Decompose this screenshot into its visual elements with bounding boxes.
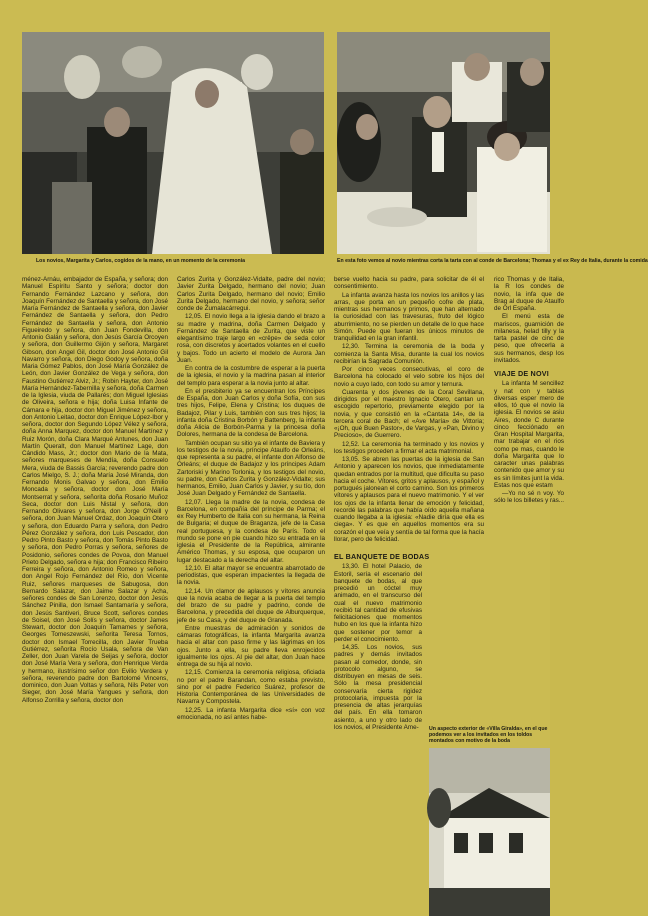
column-3-paragraphs xyxy=(334,276,484,543)
paragraph: El menú esta de mariscos, guarnición de milanesa, helad tilly y la tarta pastel de cinc de peso, que ofrecerla a sus hermanos, desp los invitados. xyxy=(494,313,564,364)
paragraph: 12,25. La infanta Margarita dice «sí» con voz emocionada, no así antes habe- xyxy=(177,706,325,721)
photo-banquet-image xyxy=(337,32,550,254)
paragraph: 12,30. Termina la ceremonia de la boda y comienza la Santa Misa, durante la cual los novios recibirían la Sagrada Comunión. xyxy=(334,343,484,365)
paragraph: —Yo no sé n voy. Yo sólo le los billetes y ras... xyxy=(494,490,564,505)
paragraph: 14,35. Los novios, sus padres y demás invitados pasan al comedor, donde, sin protocolo alguno, se distribuyen en mesas de seis. Sólo la mesa presidencial conservaría cierta rigidez protocolaria, impuesta por la presencia de altas jerarquías del país. En ella tomaron asiento, a uno y otro lado de los novios, el Presidente Ame- xyxy=(334,644,422,731)
photo-villa-exterior xyxy=(429,748,550,916)
paragraph: También ocupan su sitio ya el infante de Baviera y los testigos de la novia, príncipe Ataulfo de Orleáns, que representa a su padre, el infante don Alfonso de Orleáns; el duque de Badajoz y los príncipes Adam Zartoriski y Marino Torlonia, y los testigos del novio, su padre, don Carlos Zurita y González-Vidalte; sus hermanos, Emilio, Juan Carlos y Javier, y su tío, don José Juan Delgado y Fernández de Santaella. xyxy=(177,439,326,498)
photo-banquet xyxy=(337,32,550,254)
paragraph: En contra de la costumbre de esperar a la puerta de la iglesia, el novio y la madrina pasan al interior del templo para esperar a la novia junto al altar. xyxy=(177,365,325,387)
paragraph: La infanta M sencillez y nat con y tablas diversas esper mero de ellos, tó que el novio la iglesia. El novios se asiu Aires, donde C durante cinco fecciónado en Gran Hospital Margarita, mar trabajar en el rios como pe mas, cuando le doña Margarita que lo caracter unas palabras contenido que amor y su es sin límites junt la vida. Estas nos que estam xyxy=(494,380,564,489)
paragraph: 12,07. Llega la madre de la novia, condesa de Barcelona, en compañía del príncipe de Parma; el ex Rey Humberto de Italia con su hermana, la Reina de Bulgaria; el duque de Braganza, jefe de la Casa real portuguesa, y la condesa de París. Todo el mundo se pone en pie cuando hizo su entrada en la iglesia el Presidente de la República, almirante Américo Thomas, y su esposa, que ocuparon un lugar destacado a la derecha del altar. xyxy=(177,498,325,564)
text-column-2 xyxy=(177,276,325,896)
guest-list-paragraph: ménez-Arnáu, embajador de España, y señora; don Manuel Espíritu Santo y señora; doctor don Fernando Fernández Lazcano y señora, don Joaquín Fernández de Santaella y señora, don José María Fernández de Santaella y señora, don Javier Fernández de Santaella y señora, don Pedro Fernández de Santaella y señora, don Antonio Figueiredo y señora, don Juan Fondevilla, don Antonio Galán y señora, don Jesús García Orcoyen y señora, don Guillermo Gijón y señora, Margaret Gibson, don Angel Gil, doctor don José Antonio Gil Navarro y señora, don Diego Godoy y señora, doña Maria Gómez Pablos, don José María González de León, don Javier González de Vega y señora, don Faustino Gutiérrez Alviz, Jr.; Robin Hayter, don José María Hernández-Tabernilla y señora, doña Carmen de la Iglesia, viuda de Pallarés; don Miguel Iglesias de Oliveira, señora e hija; doña Luisa Infante de Cámara e hija, doctor don Miguel Jiménez y señora, don Antonio Leitao, doctor don Enrique López-Ibor y señora, doctor don Segundo López Vélez y señora, doña Anna Marquez, doctor don Manuel Martínez y Ruiz Morón, doña Clara Marqué Antunes, don Juan Martín Queralt, don Manuel Martínez Lage, don Cándido Mass, Jr.; doctor don Mario de la Mata, señores marqueses de Mendía, doña Consuelo Mera, viuda de Bassis García; reverendo padre don Carlos Mielgo, S. J.; doña María José Miranda, don Fernando Monis Galvao y señora, don Emilio Moncada y señora, doctor don José María Montserrat y señora, señorita doña Rosario Muñoz Seca, doctor don Luis Nistal y señora, don Fernando Olivares y señora, don Jorge O'Neill y señora, don Juan Manuel Ordaz, don Joaquín Otero y señora, don Eduardo Parra y señora, don Pedro Pérez González y señora, don Luis Pescador, don Pedro Pinto Basto y señora, don Tomás Pinto Basto y señora, don Pedro Porras y señora, señores de Posidonio, señores condes de Povoa, don Manuel Prieto Delgado, señora e hija; don Francisco Ribeiro Ferreira y señora, don Antonio Romeo y señora, don Angel Rojo Fernández del Río, don Vicente Ruiz, señores marqueses de Sabugosa, don Bernardo Salazar, don Jaime Salazar y Acha, señores condes de San Lorenzo, doctor don Jesús Sánchez Pinilla, don Ismael Santamaría y señora, don Jesús Santiveri, Bruce Scott, señores condes de Soisel, don José Solís y señora, doctor James Stewart, doctor don Joaquín Tamames y señora, Georges Tomeszewski, señorita Teresa Tornos, doctor don Ismael Torrecilla, don Javier Trueba Gutiérrez, señorita Rocío Usala, señora de Van Zeller, don Juan Varela de Seijas y señora, doctor don José María Vera y señora, don Henrique Verda y hermano, ilustrísimo señor don Evilio Verdera y señora, reverendo padre don Bartolomé Vincens, dominico, don Juan Voltas y señora, Nils Peter von Sieger, don José María Yangues y señora, don Alfonso Zorrilla y señora, doctor don xyxy=(22,276,168,704)
photo-couple-image xyxy=(22,32,324,254)
photo-couple-ceremony xyxy=(22,32,324,254)
column-4b-paragraphs xyxy=(494,380,564,504)
caption-photo-right: En esta foto vemos al novio mientras corta la tarta con al conde de Barcelona; Thomas y el ex Rey de Italia, durante la comida xyxy=(337,258,648,264)
paragraph: 12,15. Comienza la ceremonia religiosa, oficiada no por el padre Barandan, como estaba previsto, sino por el padre Federico Suárez, profesor de Historia Contemporánea de las Universidades de Navarra y Compostela. xyxy=(177,669,325,706)
paragraph: Cuarenta y dos jóvenes de la Coral Sevillana, dirigidos por el maestro Ignacio Otero, cantan un escogido repertorio, previamente elegido por la novia, y que consistió en la «Cantata 14», de la tercera coral de Bach; el «Ave María» de Vittoria; «¡Oh, qué Buen Pastor», de Vargas, y «Pan, Divino y Precioso», de Guerrero. xyxy=(334,388,484,440)
section-heading-banquete: EL BANQUETE DE BODAS xyxy=(334,552,430,561)
text-column-1 xyxy=(22,276,168,896)
paragraph: 12,14. Un clamor de aplausos y vítores anuncia que la novia acaba de llegar a la puerta del templo del brazo de su padre y padrino, conde de Barcelona, y precedida del duque de Alburquerque, jefe de su Casa, y del duque de Granada. xyxy=(177,587,325,624)
paragraph: 12,52. La ceremonia ha terminado y los novios y los testigos proceden a firmar el acta matrimonial. xyxy=(334,440,484,455)
paragraph: 13,05. Se abren las puertas de la iglesia de San Antonio y aparecen los novios, que inmediatamente quedan entrados por la multitud, que dificulta su paso hacia el coche. Vítores, gritos y aplausos, y español y portugués jalonean el corto camino. Son los primeros vítores y aplausos para el nuevo matrimonio. Y el ver los ojos de la infanta llenar de emoción y felicidad, recordé las palabras que había oído aquella mañana cuando llegaba a la iglesia: «Nadie diría que ella es ciega». Y es que en aquellos momentos era su corazón el que veía y sentía de tal forma que la hacía llorar, pero de felicidad. xyxy=(334,456,484,543)
inset-villa-block xyxy=(425,724,550,916)
paragraph: Por cinco veces consecutivas, el coro de Barcelona ha colocado el velo sobre los hijos del novio a cuyo lado, con todo su amor y ternura. xyxy=(334,366,484,388)
paragraph: En el presbiterio ya se encuentran los Príncipes de España, don Juan Carlos y doña Sofía, con sus tres hijos, Felipe, Elena y Cristina; los duques de Badajoz, Pilar y Luis, también con sus tres hijos; la infanta doña Cristina Borbón y Battenberg, la infanta doña Alicia de Borbón-Parma y la princesa doña Dolores, hermana de la condesa de Barcelona. xyxy=(177,387,325,439)
paragraph: 12,05. El novio llega a la iglesia dando el brazo a su madre y madrina, doña Carmen Delgado y Fernández de Santaella de Zurita, que viste un elegantísimo traje largo en «crêpe» de seda color rosa, con discretos y acertados volantes en el cuello y bajos. Todo un acierto el modelo de Aurora Jan Juan. xyxy=(177,313,325,364)
column-3b-paragraphs xyxy=(334,563,422,732)
paragraph: berse vuelto hacia su padre, para solicitar de él el consentimiento. xyxy=(334,276,484,291)
paragraph: La infanta avanza hasta los novios los anillos y las arras, que porta en un pequeño cofre de plata, mientras sus hermanos y primos, que han alternado la curiosidad con las travesuras, fruto del lógico aburrimiento, no se pierden un detalle de lo que hace Simón. Puede que fueran los únicos minutos de tranquilidad en la gran infantil. xyxy=(334,291,484,342)
paragraph: 12,10. El altar mayor se encuentra abarrotado de periodistas, que esperan impacientes la llegada de la novia. xyxy=(177,564,325,587)
section-heading-viaje: VIAJE DE NOVI xyxy=(494,369,549,378)
paragraph: Entre muestras de admiración y sonidos de cámaras fotográficas, la infanta Margarita avanza hacia el altar con paso firme y las lágrimas en los ojos. Junto a ella, su padre lleva enrojecidos igualmente los ojos. Al pie del altar, don Juan hace entrega de su hija al novio. xyxy=(177,624,325,668)
paragraph: 13,30. El hotel Palacio, de Estoril, sería el escenario del banquete de bodas, al que precedió un cóctel muy animado, en el transcurso del cual el nuevo matrimonio recibió tal cantidad de efusivas felicitaciones que momentos hubo en los que la infanta hizo que sostener por temor a perder el conocimiento. xyxy=(334,563,422,643)
paragraph: Carlos Zurita y González-Vidalte, padre del novio; Javier Zurita Delgado, hermano del novio; Juan Carlos Zurita Delgado, hermano del novio; Emilio Zurita Delgado, hermano del novio, y señora; señor conde de Zumalacárregui. xyxy=(177,276,325,312)
paragraph: rico Thomas y de Italia, la R los condes de novio, la infa que de Brag al duque de Ataulfo de Orl España. xyxy=(494,276,564,312)
caption-photo-left: Los novios, Margarita y Carlos, cogidos de la mano, en un momento de la ceremonia xyxy=(36,258,245,264)
caption-inset: Un aspecto exterior de «Villa Giralda», en el que podemos ver a los invitados en los toldos montados con motivo de la boda xyxy=(429,726,548,744)
photo-villa-image xyxy=(429,748,550,916)
column-4-paragraphs xyxy=(494,276,564,364)
column-2-paragraphs xyxy=(177,276,325,721)
